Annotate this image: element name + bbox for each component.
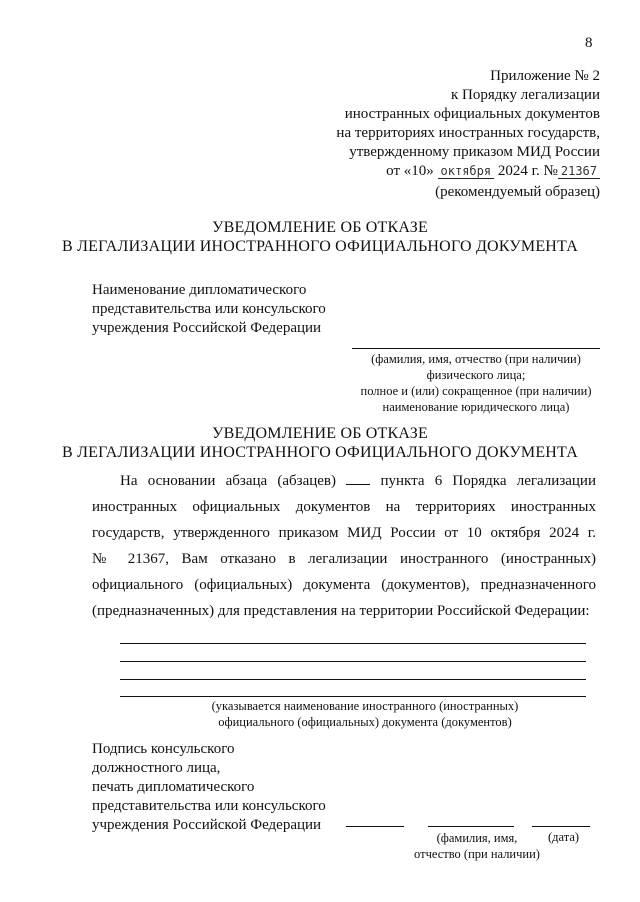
mission-label-line: учреждения Российской Федерации (92, 320, 322, 336)
notice-body (92, 468, 596, 624)
signature-label-line: Подпись консульского (92, 741, 235, 757)
body-line: (предназначенных) для представления на территории Российской Федерации: (92, 603, 590, 619)
body-line: № 21367, Вам отказано в легализации иностранного (иностранных) (92, 551, 596, 567)
mission-label-line: представительства или консульского (92, 301, 326, 317)
appendix-header (336, 67, 600, 181)
document-name-blank-line (120, 696, 586, 697)
document-name-blank-line (120, 679, 586, 680)
appendix-line: к Порядку легализации (451, 87, 600, 103)
title-line: В ЛЕГАЛИЗАЦИИ ИНОСТРАННОГО ОФИЦИАЛЬНОГО ДОКУМЕНТА (62, 444, 578, 461)
body-line: официального (официальных) документа (документов), предназначенного (92, 577, 596, 593)
appendix-line: иностранных официальных документов (344, 106, 600, 122)
document-name-blank-line (120, 661, 586, 662)
paragraph-number-blank (346, 472, 370, 485)
title-line: В ЛЕГАЛИЗАЦИИ ИНОСТРАННОГО ОФИЦИАЛЬНОГО ДОКУМЕНТА (62, 238, 578, 255)
notice-title (0, 424, 640, 462)
caption-line: физического лица; (426, 368, 526, 382)
mission-label-line: Наименование дипломатического (92, 282, 307, 298)
appendix-line: на территориях иностранных государств, (336, 125, 600, 141)
date-month: октября (438, 164, 495, 179)
mission-label (92, 281, 326, 338)
signature-label (92, 740, 326, 835)
signature-label-line: должностного лица, (92, 760, 221, 776)
caption-line: (указывается наименование иностранного (иностранных) (211, 699, 519, 713)
document-name-blank-line (120, 643, 586, 644)
title-line: УВЕДОМЛЕНИЕ ОБ ОТКАЗЕ (212, 219, 428, 236)
body-line (92, 468, 596, 494)
document-title (0, 218, 640, 256)
caption-line: отчество (при наличии) (414, 847, 540, 861)
title-line: УВЕДОМЛЕНИЕ ОБ ОТКАЗЕ (212, 425, 428, 442)
name-blank-line (428, 826, 514, 827)
signature-label-line: печать дипломатического (92, 779, 255, 795)
body-line: государств, утвержденного приказом МИД России от 10 октября 2024 г. (92, 525, 596, 541)
date-prefix: от «10» (386, 163, 434, 179)
caption-line: полное и (или) сокращенное (при наличии) (360, 384, 592, 398)
order-number: 21367 (558, 164, 600, 179)
signature-blank-line (346, 826, 404, 827)
caption-line: официального (официальных) документа (документов) (218, 715, 512, 729)
document-name-caption (165, 698, 565, 730)
body-text-fragment: На основании абзаца (абзацев) (120, 473, 337, 489)
appendix-line: утвержденному приказом МИД России (349, 144, 600, 160)
date-blank-line (532, 826, 590, 827)
signature-label-line: представительства или консульского (92, 798, 326, 814)
date-year: 2024 г. № (497, 163, 558, 179)
signature-label-line: учреждения Российской Федерации (92, 817, 322, 833)
caption-line: (фамилия, имя, (436, 831, 518, 845)
appendix-line: Приложение № 2 (490, 68, 600, 84)
caption-line: наименование юридического лица) (382, 400, 570, 414)
body-line: иностранных официальных документов на территориях иностранных (92, 499, 596, 515)
addressee-caption (345, 351, 607, 415)
caption-line: (фамилия, имя, отчество (при наличии) (371, 352, 581, 366)
page-number: 8 (585, 35, 593, 51)
sample-note: (рекомендуемый образец) (435, 184, 600, 200)
body-text-fragment: пункта 6 Порядка легализации (380, 473, 596, 489)
name-caption (392, 830, 562, 862)
appendix-date-line (336, 162, 600, 181)
date-caption: (дата) (548, 830, 580, 844)
addressee-blank-line (352, 348, 600, 349)
